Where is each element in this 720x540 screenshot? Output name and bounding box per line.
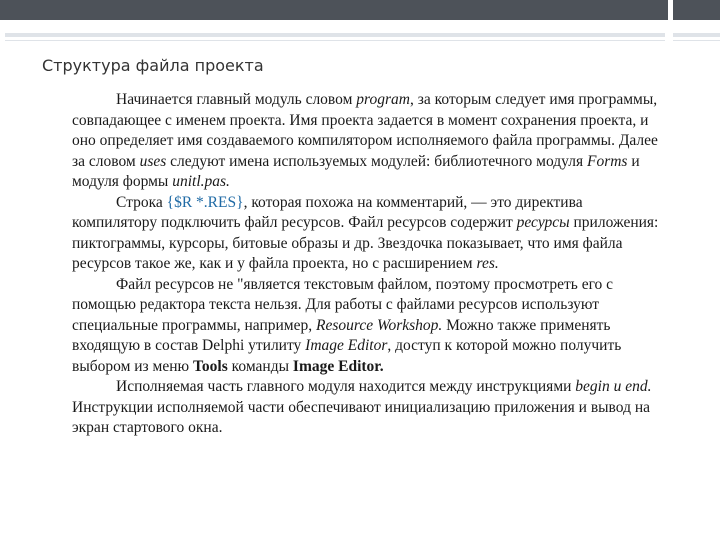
keyword-unit-file: unitl.pas. (172, 173, 230, 190)
text-run: Файл ресурсов не "является текстовым файлом, поэтому просмотреть его с помощью редактора текста нельзя. Для работы с файлами ресурсов используют специальные программы, например, (72, 275, 614, 334)
text-run: Можно также применять входящую в состав Delphi утилиту (72, 316, 611, 354)
keyword-begin-end: begin и end. (575, 378, 652, 395)
header-rule-right-thin (673, 40, 720, 41)
paragraph-resource-editors (72, 275, 662, 378)
text-run: Инструкции исполняемой части обеспечивают инициализацию приложения и вывод на экран стартового окна. (72, 398, 651, 436)
top-bar-corner (673, 0, 720, 20)
keyword-program: program (356, 91, 410, 108)
header-rule-thin (5, 40, 665, 41)
keyword-forms: Forms (586, 152, 628, 170)
text-run: и модуля формы (72, 152, 640, 190)
paragraph-program (72, 90, 662, 193)
text-run: , за которым следует имя программы, совпадающее с именем проекта. Имя проекта задается в момент сохранения проекта, и оно определяет имя создаваемого компилятором исполняемого файла программы. Далее за словом (72, 91, 658, 170)
directive-res: {$R *.RES} (166, 193, 244, 211)
keyword-uses: uses (139, 152, 167, 170)
keyword-resources: ресурсы (516, 214, 570, 231)
header-rule-right (673, 33, 720, 37)
text-run: Строка (116, 193, 167, 211)
text-run: , доступ к которой можно получить выбором из меню (72, 337, 622, 375)
slide-body (72, 90, 662, 439)
command-image-editor: Image Editor. (292, 357, 384, 375)
text-run: Начинается главный модуль словом (116, 91, 357, 108)
top-bar (0, 0, 720, 20)
paragraph-executable (72, 377, 662, 439)
text-run: , которая похожа на комментарий, — это директива компилятору подключить файл ресурсов. Файл ресурсов содержит (72, 193, 583, 231)
keyword-res-ext: res. (476, 255, 499, 272)
text-run: приложения: пиктограммы, курсоры, битовые образы и др. Звездочка показывает, что имя файла ресурсов такое же, как и у файла проекта, но с расширением (72, 214, 659, 272)
keyword-image-editor: Image Editor (305, 337, 388, 354)
text-run: команды (227, 357, 293, 375)
keyword-resource-workshop: Resource Workshop. (316, 316, 443, 334)
paragraph-resources (72, 193, 662, 275)
menu-tools: Tools (193, 357, 228, 375)
slide-title: Структура файла проекта (42, 56, 264, 75)
text-run: Исполняемая часть главного модуля находится между инструкциями (116, 378, 576, 395)
header-rule (5, 33, 665, 37)
text-run: следуют имена используемых модулей: библиотечного модуля (166, 152, 587, 170)
